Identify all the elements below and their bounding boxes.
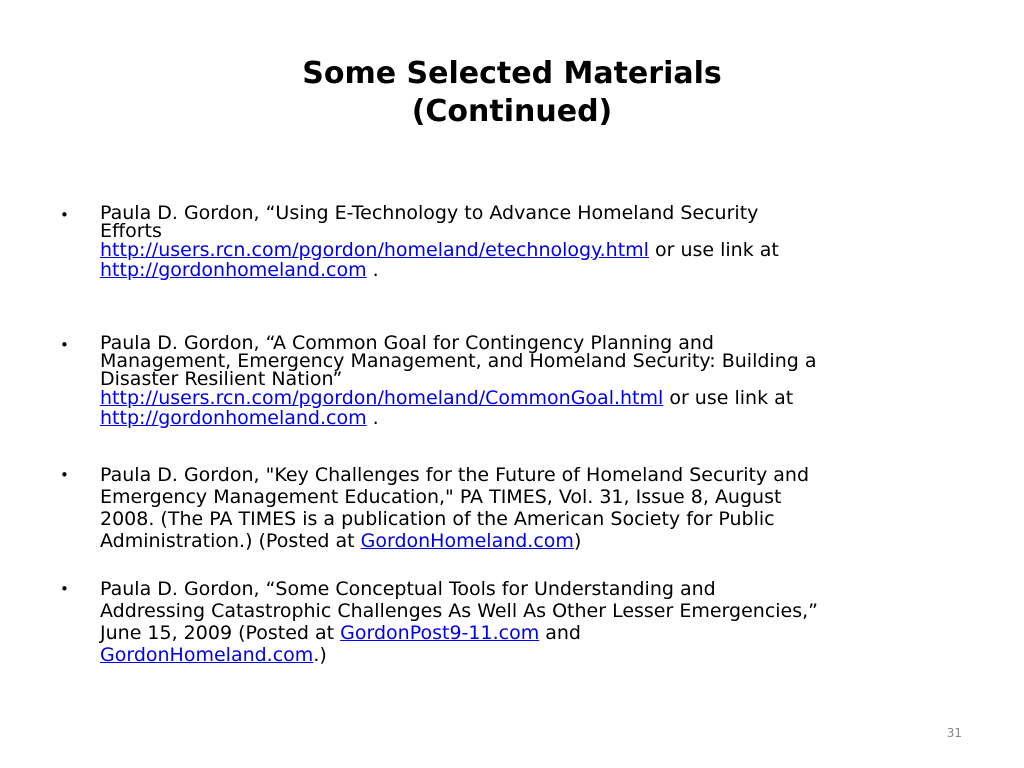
slide-title <box>0 55 1024 131</box>
bullet-icon: • <box>60 336 69 354</box>
list-item <box>57 334 987 464</box>
item-text-line: 2008. (The PA TIMES is a publication of the American Society for Public <box>100 508 775 530</box>
list-item <box>57 578 987 666</box>
item-text: or use link at <box>648 239 779 261</box>
gordonpost-link[interactable]: GordonPost9-11.com <box>340 622 540 644</box>
item-text-line: Paula D. Gordon, “A Common Goal for Contingency Planning and <box>100 332 714 354</box>
item-link-line <box>100 240 987 260</box>
item-text-line: Paula D. Gordon, “Using E-Technology to Advance Homeland Security <box>100 202 759 224</box>
item-link-line <box>100 408 987 428</box>
item-link-line <box>100 388 987 408</box>
title-line-2: (Continued) <box>411 94 613 129</box>
list-item <box>57 464 987 578</box>
item-text: . <box>366 407 379 429</box>
bullet-icon: • <box>60 580 69 598</box>
gordonhomeland-link[interactable]: http://gordonhomeland.com <box>100 259 367 281</box>
item-text-line: Efforts <box>100 220 162 242</box>
bullet-icon: • <box>60 466 69 484</box>
item-text-line: Emergency Management Education," PA TIMES, Vol. 31, Issue 8, August <box>100 486 782 508</box>
gordonhomeland-link[interactable]: GordonHomeland.com <box>360 530 574 552</box>
title-line-1: Some Selected Materials <box>302 56 722 91</box>
item-link-line <box>100 260 987 280</box>
item-text-line: Paula D. Gordon, “Some Conceptual Tools for Understanding and <box>100 578 716 600</box>
item-text-line: Addressing Catastrophic Challenges As Well As Other Lesser Emergencies,” <box>100 600 819 622</box>
page-number: 31 <box>946 726 962 740</box>
gordonhomeland-link[interactable]: GordonHomeland.com <box>100 644 314 666</box>
item-link-line <box>100 644 987 666</box>
commongoal-link[interactable]: http://users.rcn.com/pgordon/homeland/CommonGoal.html <box>100 387 664 409</box>
item-text: and <box>539 622 581 644</box>
item-text: ) <box>573 530 582 552</box>
bullet-icon: • <box>60 206 69 224</box>
item-text: June 15, 2009 (Posted at <box>100 622 341 644</box>
item-text: .) <box>313 644 327 666</box>
item-text-line: Disaster Resilient Nation” <box>100 368 343 390</box>
item-link-line <box>100 530 987 552</box>
list-item <box>57 204 987 334</box>
item-link-line <box>100 622 987 644</box>
item-text: Administration.) (Posted at <box>100 530 361 552</box>
gordonhomeland-link[interactable]: http://gordonhomeland.com <box>100 407 367 429</box>
etechnology-link[interactable]: http://users.rcn.com/pgordon/homeland/etechnology.html <box>100 239 649 261</box>
item-text-line: Paula D. Gordon, "Key Challenges for the Future of Homeland Security and <box>100 464 810 486</box>
bullet-list <box>57 204 987 666</box>
item-text: . <box>366 259 379 281</box>
item-text-line: Management, Emergency Management, and Homeland Security: Building a <box>100 350 817 372</box>
item-text: or use link at <box>663 387 794 409</box>
